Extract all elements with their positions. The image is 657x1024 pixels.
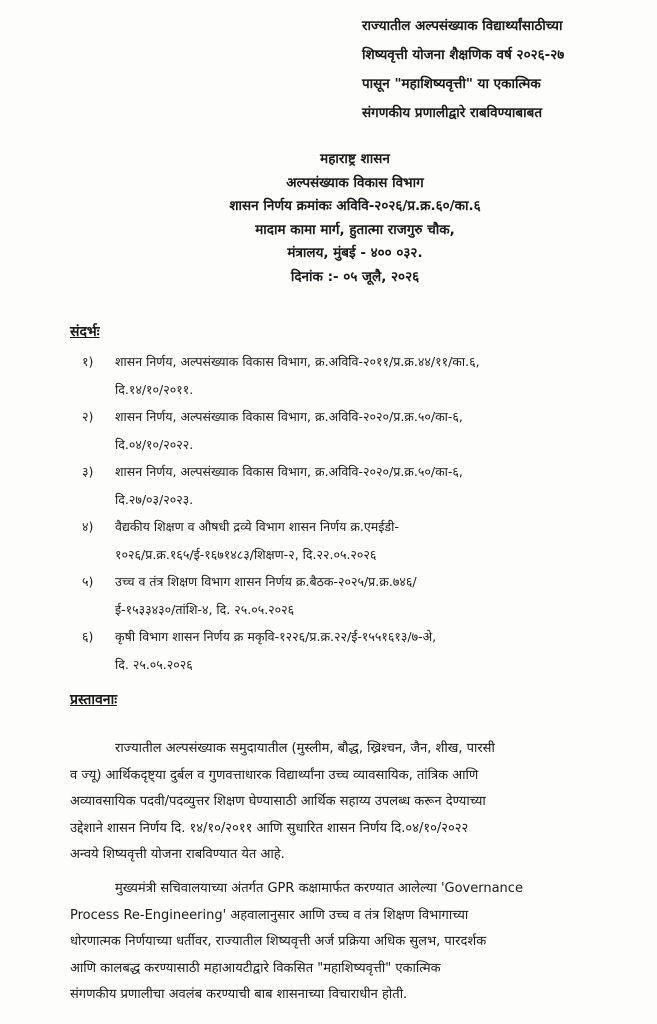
reference-number: ३): [82, 464, 94, 479]
reference-item: [70, 623, 630, 678]
paragraph-line: आणि कालबद्ध करण्यासाठी महाआयटीद्वारे विकसित "महाशिष्यवृत्ती" एकात्मिक: [70, 960, 441, 976]
reference-line: १०२६/प्र.क्र.१६५/ई-१६७१४८३/शिक्षण-२, दि.२२.०५.२०२६: [115, 546, 377, 562]
subject-block: [362, 12, 642, 128]
paragraph-line: अन्वये शिष्यवृत्ती योजना राबविण्यात येत आहे.: [70, 847, 285, 862]
preamble-paragraph-1: [70, 736, 633, 869]
reference-number: २): [82, 409, 94, 424]
paragraph-line: राज्यातील अल्पसंख्याक समुदायातील (मुस्लीम, बौद्ध, ख्रिश्चन, जैन, शीख, पारसी: [115, 741, 495, 756]
reference-number: ४): [82, 519, 94, 534]
address-line-1: मादाम कामा मार्ग, हुतात्मा राजगुरु चौक,: [255, 221, 455, 238]
reference-line: शासन निर्णय, अल्पसंख्याक विकास विभाग, क्र.अविवि-२०११/प्र.क्र.४४/११/का.६,: [115, 354, 480, 369]
order-number: शासन निर्णय क्रमांकः अविवि-२०२६/प्र.क्र.६०/का.६: [229, 198, 481, 214]
reference-item: [70, 348, 630, 403]
reference-line: दि.०४/१०/२०२२.: [115, 436, 194, 452]
order-date: दिनांक :- ०५ जूलै, २०२६: [290, 268, 420, 285]
preamble-paragraph-2: [70, 876, 633, 1009]
reference-number: ६): [82, 629, 94, 644]
reference-number: १): [82, 354, 94, 369]
reference-item: [70, 403, 630, 458]
paragraph-line: धोरणात्मक निर्णयाच्या धर्तीवर, राज्यातील शिष्यवृत्ती अर्ज प्रक्रिया अधिक सुलभ, पारदर्शक: [70, 934, 487, 949]
reference-line: ई-१५३३४३०/तांशि-४, दि. २५.०५.२०२६: [115, 601, 295, 617]
reference-line: दि. २५.०५.२०२६: [115, 656, 193, 672]
reference-line: उच्च व तंत्र शिक्षण विभाग शासन निर्णय क्र.बैठक-२०२५/प्र.क्र.७४६/: [115, 574, 417, 589]
references-title: संदर्भः: [70, 324, 100, 340]
department-name: अल्पसंख्याक विकास विभाग: [286, 174, 424, 191]
reference-item: [70, 458, 630, 513]
paragraph-line: मुख्यमंत्री सचिवालयाच्या अंतर्गत GPR कक्षामार्फत करण्यात आलेल्या 'Governance: [115, 881, 523, 896]
reference-line: वैद्यकीय शिक्षण व औषधी द्रव्ये विभाग शासन निर्णय क्र.एमईडी-: [115, 519, 399, 534]
references-list: [70, 348, 630, 678]
paragraph-line: व ज्यू) आर्थिकदृष्ट्या दुर्बल व गुणवत्ताधारक विद्यार्थ्यांना उच्च व्यावसायिक, तांत्रिक आणि: [70, 767, 479, 783]
subject-line: पासून "महाशिष्यवृत्ती" या एकात्मिक: [362, 76, 541, 92]
header-block: [110, 148, 600, 289]
paragraph-line: अव्यावसायिक पदवी/पदव्युत्तर शिक्षण घेण्यासाठी आर्थिक सहाय्य उपलब्ध करून देण्याच्या: [70, 794, 486, 809]
reference-line: कृषी विभाग शासन निर्णय क्र मकृवि-१२२६/प्र.क्र.२२/ई-१५५१६१३/७-अे,: [115, 629, 437, 644]
reference-number: ५): [82, 574, 94, 589]
paragraph-line: संगणकीय प्रणालीचा अवलंब करण्याची बाब शासनाच्या विचाराधीन होती.: [70, 987, 408, 1002]
subject-line: शिष्यवृत्ती योजना शैक्षणिक वर्ष २०२६-२७: [362, 47, 565, 63]
reference-line: शासन निर्णय, अल्पसंख्याक विकास विभाग, क्र.अविवि-२०२०/प्र.क्र.५०/का-६,: [115, 409, 463, 424]
reference-line: दि.२७/०३/२०२३.: [115, 491, 194, 507]
paragraph-line: उद्देशाने शासन निर्णय दि. १४/१०/२०११ आणि सुधारित शासन निर्णय दि.०४/१०/२०२२: [70, 820, 469, 836]
reference-line: दि.१४/१०/२०११.: [115, 381, 194, 397]
government-name: महाराष्ट्र शासन: [320, 151, 390, 167]
subject-line: संगणकीय प्रणालीद्वारे राबविण्याबाबत: [362, 105, 543, 121]
paragraph-line: Process Re-Engineering' अहवालानुसार आणि उच्च व तंत्र शिक्षण विभागाच्या: [70, 907, 469, 923]
reference-line: शासन निर्णय, अल्पसंख्याक विकास विभाग, क्र.अविवि-२०२०/प्र.क्र.५०/का-६,: [115, 464, 463, 479]
subject-line: राज्यातील अल्पसंख्याक विद्यार्थ्यांसाठीच्या: [362, 18, 563, 34]
reference-item: [70, 513, 630, 568]
preamble-title: प्रस्तावनाः: [70, 692, 118, 708]
reference-item: [70, 568, 630, 623]
address-line-2: मंत्रालय, मुंबई - ४०० ०३२.: [287, 245, 423, 261]
